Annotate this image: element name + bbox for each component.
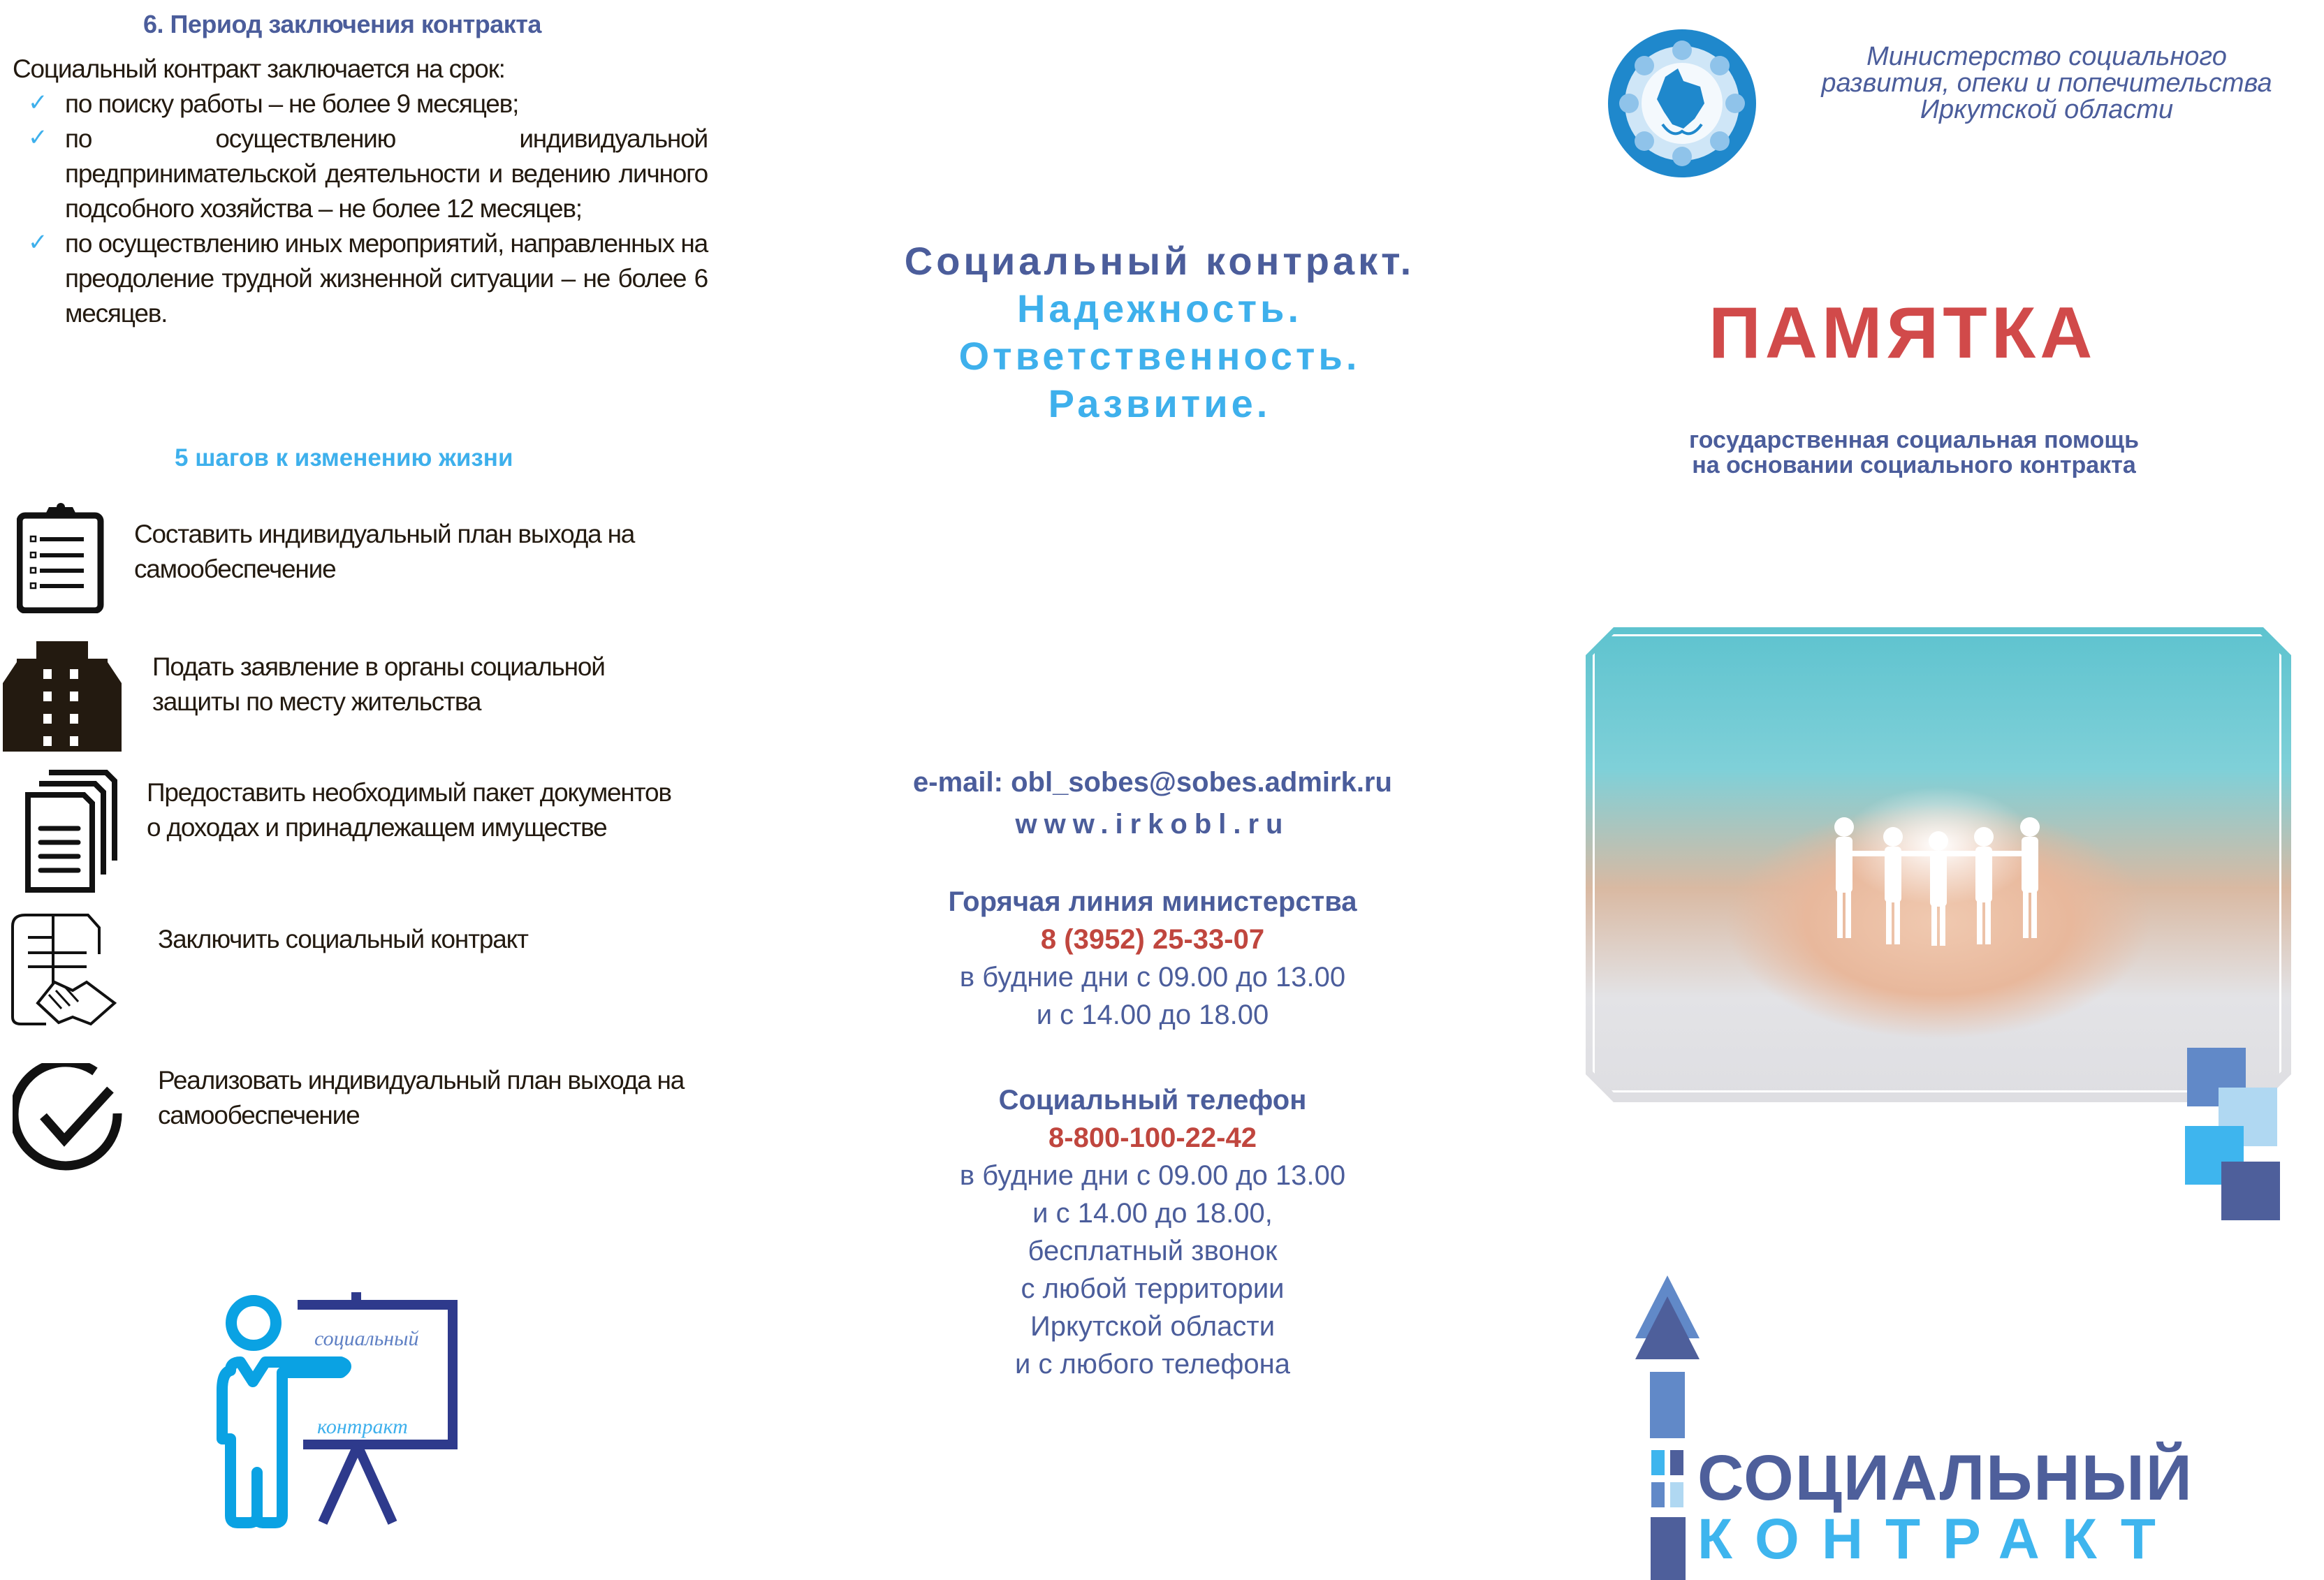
period-intro: Социальный контракт заключается на срок: <box>13 54 505 83</box>
hotline-title: Горячая линия министерства <box>948 886 1357 917</box>
hotline-hours-2: и с 14.00 до 18.00 <box>1036 1000 1269 1030</box>
hotline-hours-1: в будние дни с 09.00 до 13.00 <box>959 962 1346 993</box>
step-4 <box>0 912 733 1038</box>
step-text: Составить индивидуальный план выхода на самообеспечение <box>134 520 635 583</box>
check-circle-icon <box>13 1063 127 1178</box>
step-text: Реализовать индивидуальный план выхода на самообеспечение <box>158 1066 685 1129</box>
logo-tile <box>1651 1482 1665 1507</box>
left-panel <box>0 0 733 1579</box>
logo-tile <box>1651 1450 1665 1475</box>
logo-tile <box>1670 1482 1683 1507</box>
page-title: ПАМЯТКА <box>1709 293 2097 374</box>
ministry-name: Министерство социального развития, опеки и попечительства Иркутской области <box>1821 42 2272 124</box>
slogan-line-3: Ответственность. <box>958 334 1361 378</box>
step-2 <box>0 641 733 760</box>
step-5 <box>0 1060 733 1186</box>
step-3 <box>0 770 733 895</box>
step-1 <box>0 500 733 619</box>
social-phone-line: в будние дни с 09.00 до 13.00 <box>959 1160 1346 1191</box>
logo-bar <box>1650 1372 1685 1438</box>
photo-frame-border <box>1593 634 2281 1092</box>
social-phone-number[interactable]: 8-800-100-22-42 <box>1048 1122 1257 1153</box>
checkmark-icon: ✓ <box>28 229 47 256</box>
presenter-logo <box>203 1285 468 1551</box>
social-phone-line: и с 14.00 до 18.00, <box>1032 1198 1273 1229</box>
right-panel <box>1586 0 2324 1579</box>
steps-title: 5 шагов к изменению жизни <box>175 444 513 471</box>
social-contract-logo <box>1628 1275 2324 1579</box>
step-text: Подать заявление в органы социальной защиты по месту жительства <box>152 652 605 716</box>
period-item: ✓ по осуществлению иных мероприятий, направленных на преодоление трудной жизненной ситуации – не более 6 месяцев. <box>13 226 708 331</box>
period-item: ✓ по осуществлению индивидуальной предпринимательской деятельности и ведению личного подсобного хозяйства – не более 12 месяцев; <box>13 122 708 226</box>
social-phone-line: с любой территории <box>1021 1273 1285 1304</box>
slogan <box>775 237 1544 427</box>
section-title-period: 6. Период заключения контракта <box>143 10 541 38</box>
board-text-2: контракт <box>317 1415 408 1438</box>
social-phone-block <box>775 1081 1530 1383</box>
hotline-block <box>775 883 1530 1034</box>
slogan-line-1: Социальный контракт. <box>904 239 1415 283</box>
slogan-line-4: Развитие. <box>1048 381 1271 425</box>
period-item: ✓ по поиску работы – не более 9 месяцев; <box>13 87 708 122</box>
brand-line-1: СОЦИАЛЬНЫЙ <box>1697 1442 2193 1514</box>
social-phone-line: и с любого телефона <box>1014 1349 1290 1380</box>
arrow-up-icon <box>1632 1275 1702 1362</box>
center-panel <box>775 0 1544 1579</box>
checkmark-icon: ✓ <box>28 89 47 116</box>
clipboard-checklist-icon <box>17 503 105 613</box>
decor-square <box>2221 1162 2280 1220</box>
slogan-line-2: Надежность. <box>1016 286 1303 330</box>
subtitle: государственная социальная помощь на основании социального контракта <box>1689 427 2139 478</box>
email-link[interactable]: e-mail: obl_sobes@sobes.admirk.ru <box>913 767 1392 798</box>
social-phone-title: Социальный телефон <box>998 1085 1307 1115</box>
brand-line-2: КОНТРАКТ <box>1697 1507 2179 1571</box>
building-icon <box>3 641 122 753</box>
logo-tile <box>1670 1450 1683 1475</box>
step-text: Предоставить необходимый пакет документов о доходах и принадлежащем имуществе <box>147 778 671 842</box>
period-list <box>13 87 708 331</box>
checkmark-icon: ✓ <box>28 124 47 151</box>
step-text: Заключить социальный контракт <box>158 925 528 953</box>
contract-handshake-icon <box>10 912 122 1031</box>
website-link[interactable]: www.irkobl.ru <box>1015 809 1290 840</box>
board-text-1: социальный <box>314 1327 419 1350</box>
social-phone-line: Иркутской области <box>1030 1311 1276 1342</box>
logo-bar <box>1651 1517 1686 1580</box>
documents-stack-icon <box>25 770 117 894</box>
ministry-emblem-icon <box>1605 27 1759 180</box>
social-phone-line: бесплатный звонок <box>1028 1236 1278 1266</box>
hotline-phone[interactable]: 8 (3952) 25-33-07 <box>1040 924 1265 955</box>
